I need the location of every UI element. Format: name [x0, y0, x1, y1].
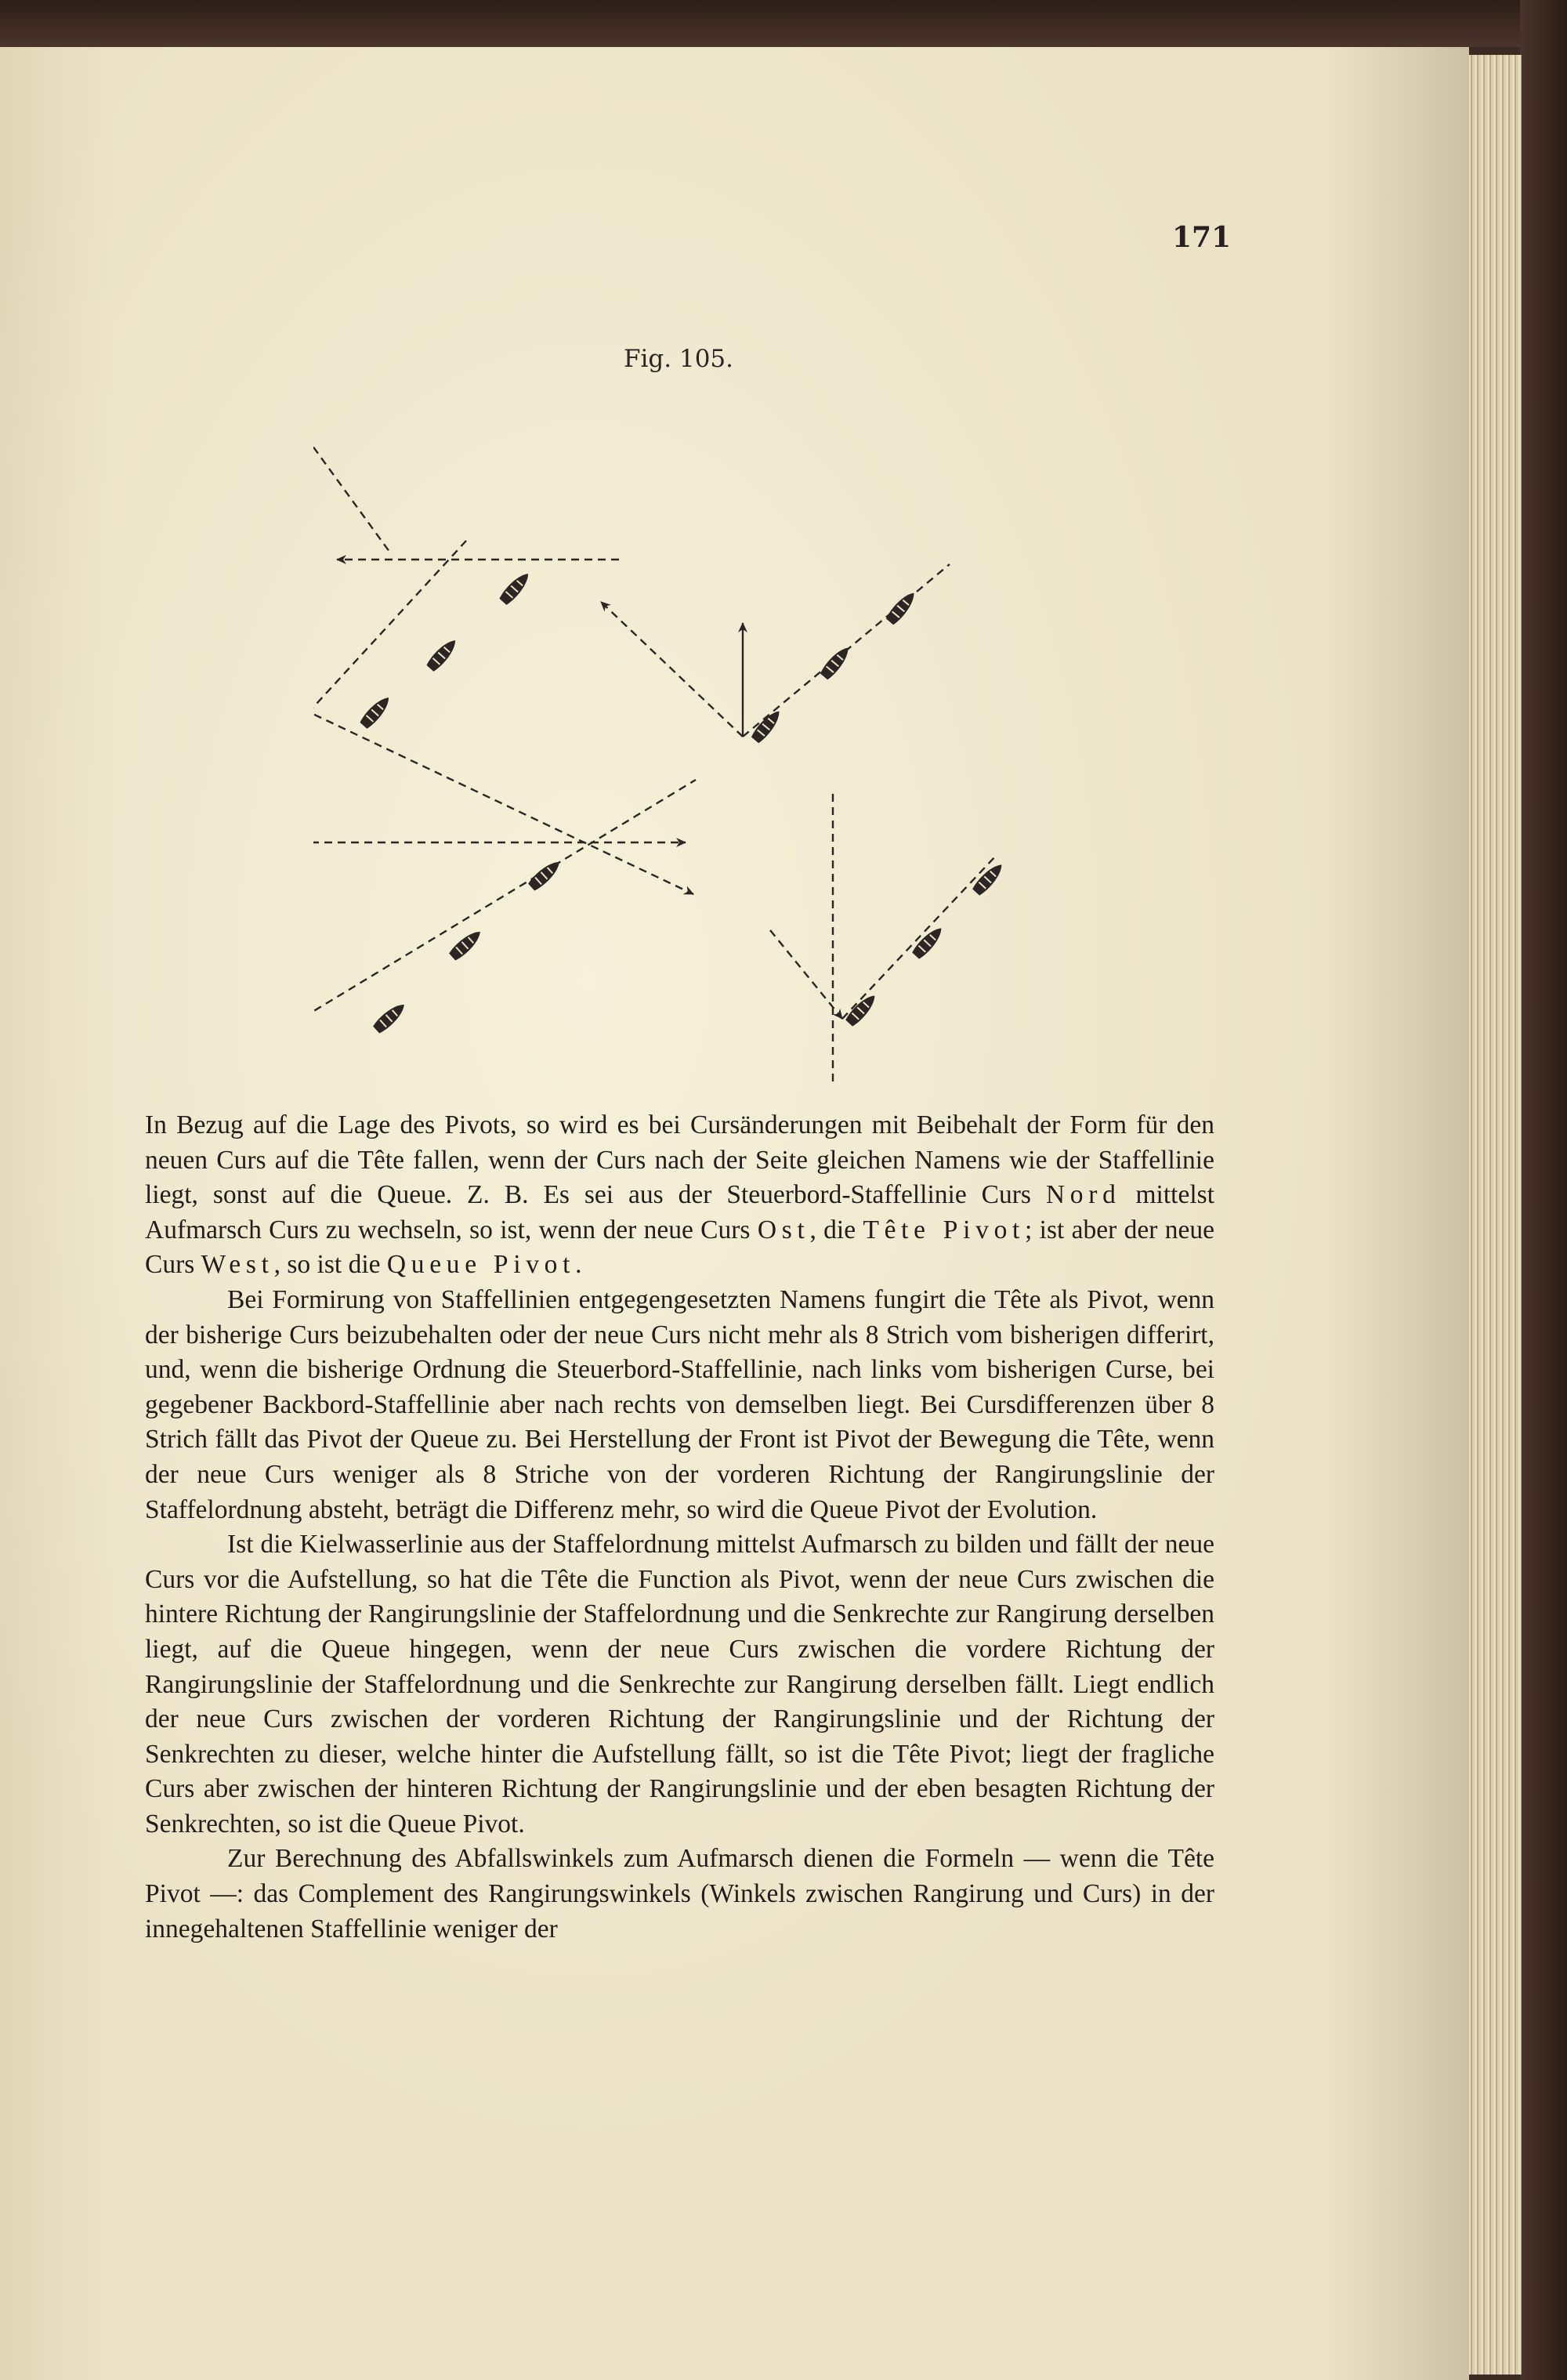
paragraph-1	[145, 1108, 1214, 1283]
text-run: , so ist die	[273, 1250, 387, 1280]
spaced-text-run: Ost	[757, 1215, 810, 1244]
text-run: Bei Formirung von Staffellinien entgegengesetzten Namens fungirt die Tête als Pivot, wenn der bisherige Curs beizubehalten oder der neue Curs nicht mehr als 8 Strich vom bisherigen differirt, und, wenn die bisherige Ordnung die Steuerbord-Staffellinie, nach links vom bisherigen Curse, bei gegebener Backbord-Staffellinie aber nach rechts von demselben liegt. Bei Cursdifferenzen über 8 Strich fällt das Pivot der Queue zu. Bei Herstellung der Front ist Pivot der Bewegung die Tête, wenn der neue Curs weniger als 8 Striche von der vorderen Richtung der Rangirungslinie der Staffelordnung absteht, beträgt die Differenz mehr, so wird die Queue Pivot der Evolution.	[145, 1284, 1214, 1524]
diagram-3	[313, 697, 696, 1066]
spaced-text-run: West	[201, 1250, 274, 1280]
diagram-2	[601, 564, 950, 744]
spaced-text-run: Tête Pivot	[863, 1215, 1026, 1244]
book-cover-right	[1520, 0, 1567, 2380]
body-text	[145, 1108, 1214, 1947]
paragraph-3	[145, 1527, 1214, 1842]
text-run: Zur Berechnung des Abfallswinkels zum Aufmarsch dienen die Formeln — wenn die Tête Pivot —: das Complement des Rangirungswinkels (Winkels zwischen Rangirung und Curs) in der innegehaltenen Staffellinie weniger der	[145, 1844, 1214, 1943]
paragraph-4	[145, 1842, 1214, 1947]
text-run: mittelst Aufmarsch Curs zu wechseln, so ist, wenn der neue Curs	[145, 1180, 1215, 1244]
page-number: 171	[1172, 221, 1232, 254]
text-run: Ist die Kielwasserlinie aus der Staffelordnung mittelst Aufmarsch zu bilden und fällt der neue Curs vor die Aufstellung, so hat die Tête die Function als Pivot, wenn der neue Curs zwischen die hintere Richtung der Rangirungslinie der Staffelordnung und die Senkrechte zur Rangirung derselben liegt, auf die Queue hingegen, wenn der neue Curs zwischen die vordere Richtung der Rangirungslinie der Staffelordnung und die Senkrechte zur Rangirung derselben fällt. Liegt endlich der neue Curs zwischen der vorderen Richtung der Rangirungslinie und der Richtung der Senkrechten zu dieser, welche hinter die Aufstellung fällt, so ist die Tête Pivot; liegt der fragliche Curs aber zwischen der hinteren Richtung der Rangirungslinie und der eben besagten Richtung der Senkrechten, so ist die Queue Pivot.	[145, 1530, 1214, 1838]
diagram-1	[313, 382, 619, 733]
text-run: In Bezug auf die Lage des Pivots, so wird es bei Cursänderungen mit Beibehalt der Form für den neuen Curs auf die Tête fallen, wenn der Curs nach der Seite gleichen Namens wie der Staffellinie liegt, sonst auf die Queue. Z. B. Es sei aus der Steuerbord-Staffellinie Curs	[145, 1110, 1214, 1210]
paragraph-2	[145, 1283, 1214, 1527]
text-run: , die	[809, 1215, 863, 1244]
figure-caption: Fig. 105.	[624, 345, 733, 373]
text-run: ; ist aber der neue Curs	[145, 1215, 1214, 1280]
text-run: .	[575, 1250, 582, 1280]
spaced-text-run: Nord	[1045, 1180, 1121, 1210]
figure-105	[313, 353, 1113, 1105]
diagram-4	[770, 794, 1006, 1081]
book-cover-top	[0, 0, 1567, 47]
spaced-text-run: Queue Pivot	[386, 1250, 576, 1280]
